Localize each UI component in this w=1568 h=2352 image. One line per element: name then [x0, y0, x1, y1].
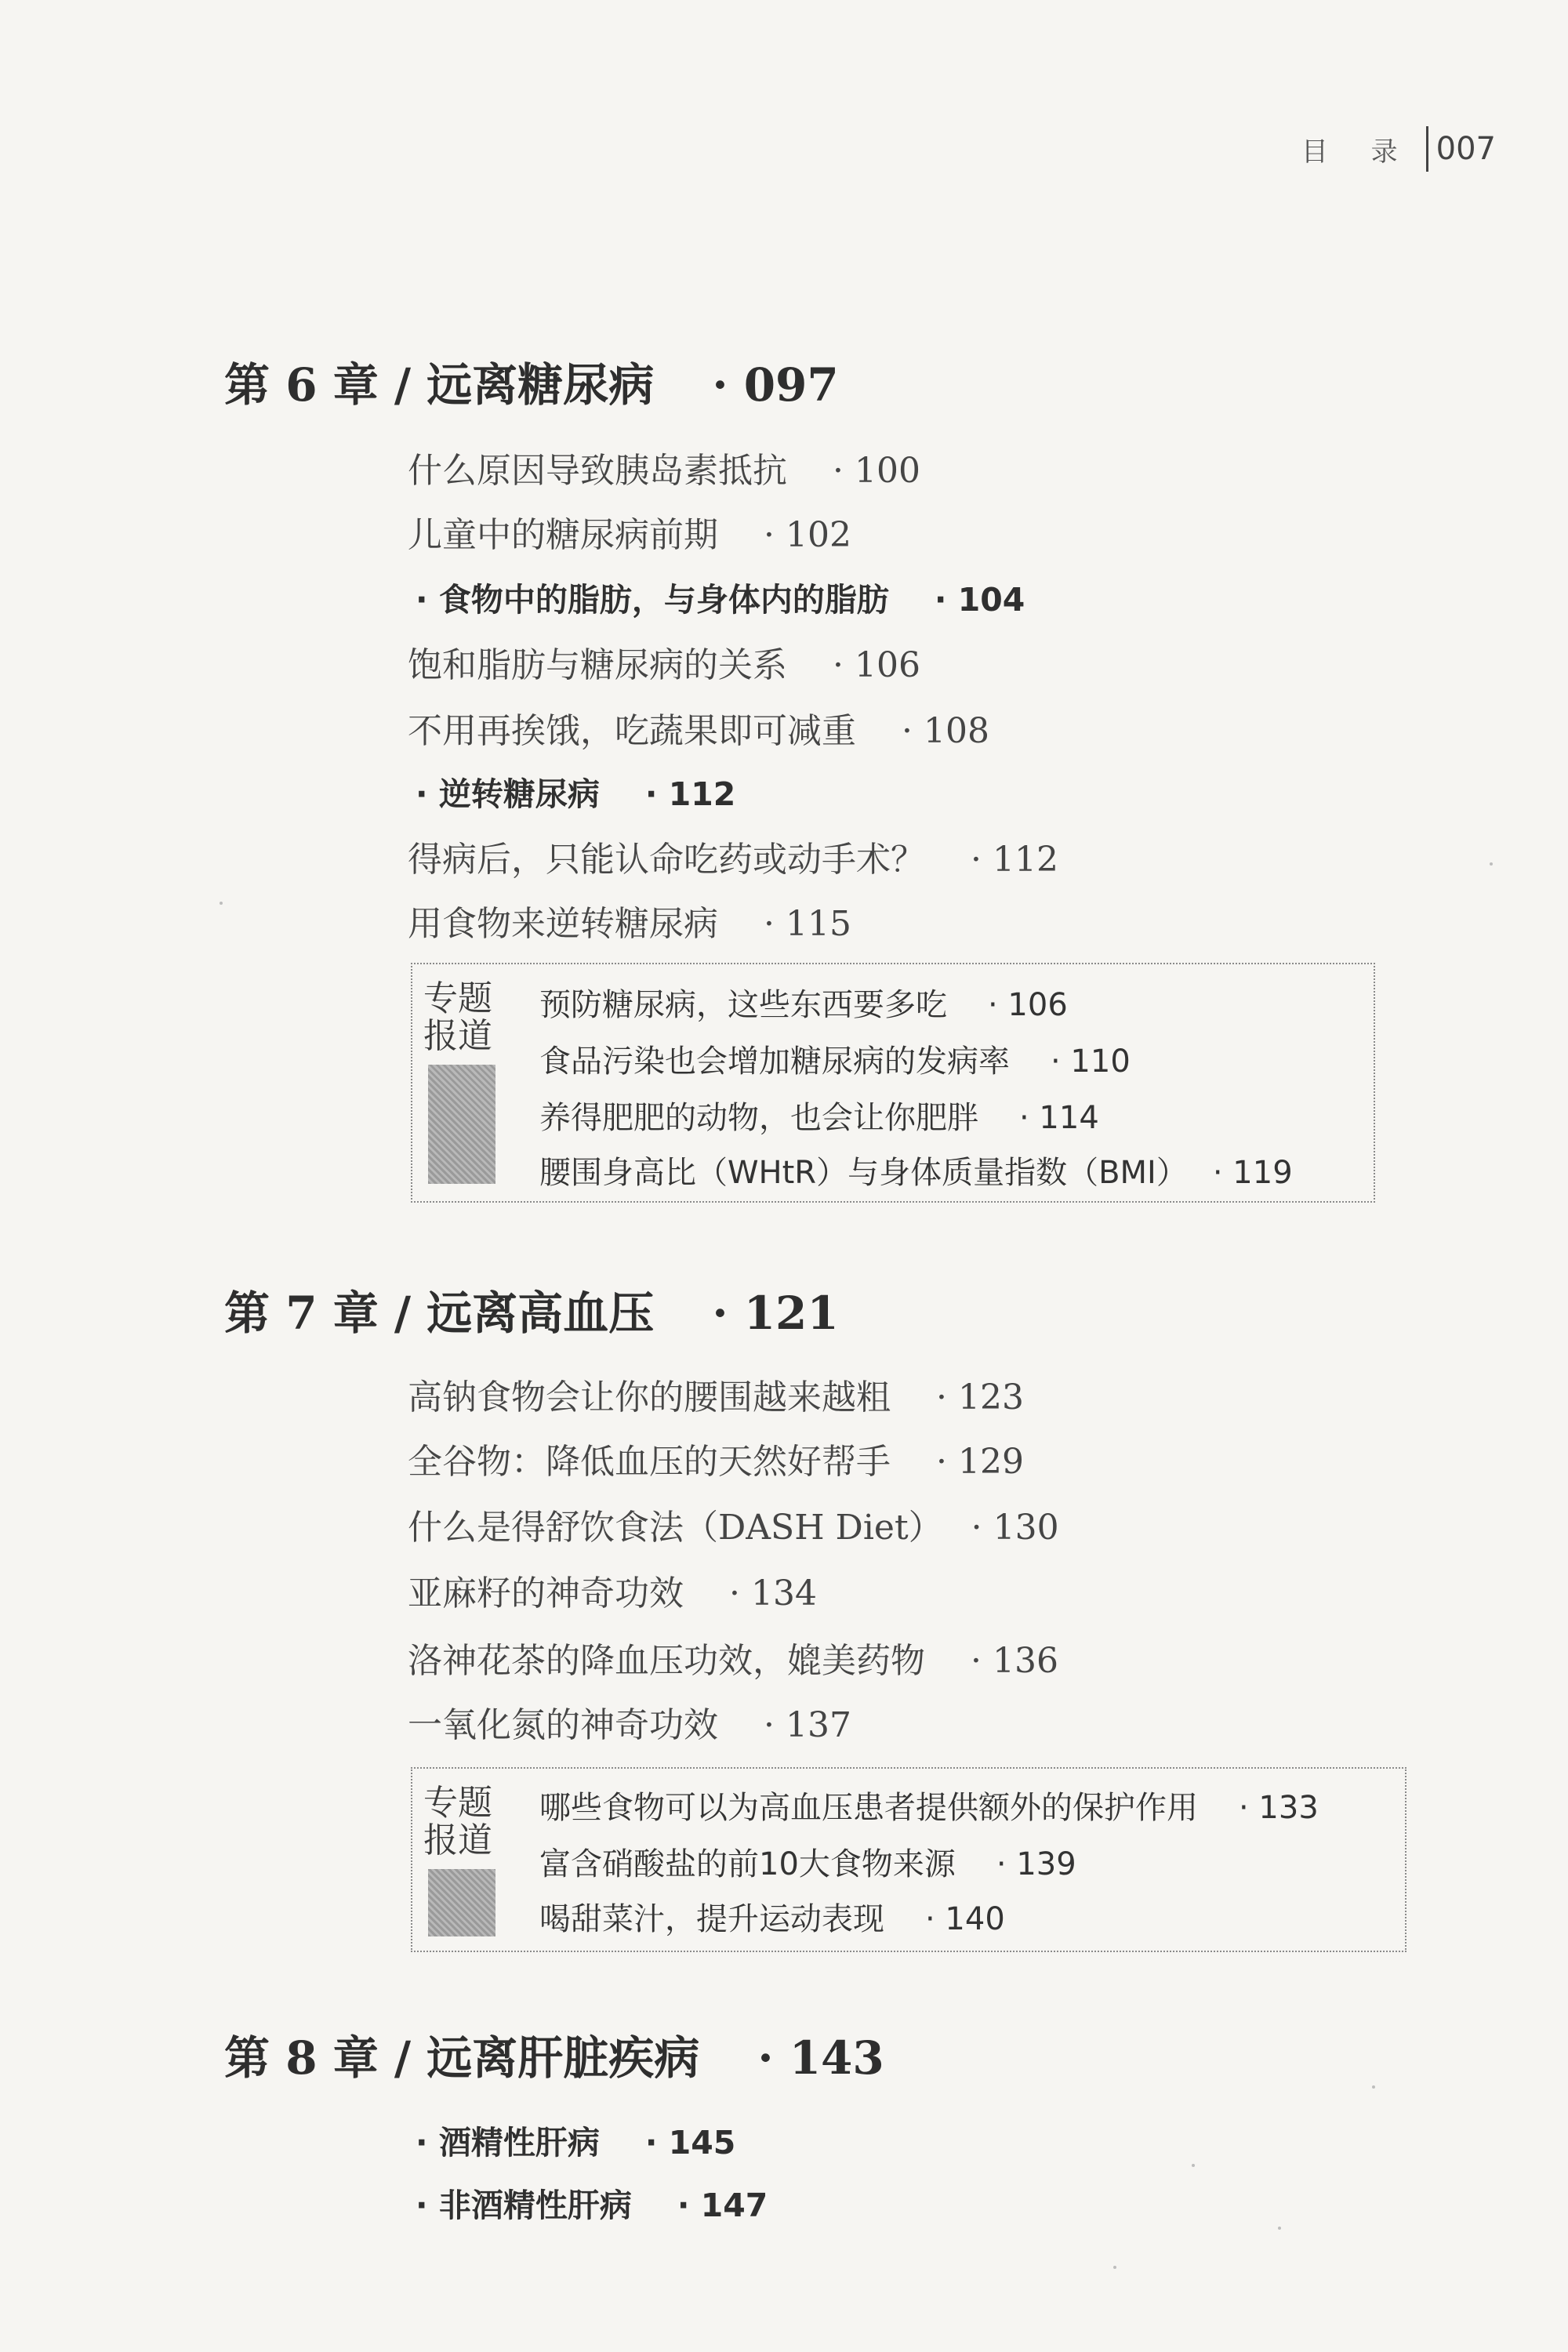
entry-title: 什么原因导致胰岛素抵抗	[408, 451, 787, 491]
toc-section-entry[interactable]	[416, 2117, 735, 2163]
report-entry[interactable]	[539, 1036, 1131, 1081]
scan-speck	[1372, 2085, 1375, 2089]
scan-speck	[1192, 2164, 1195, 2167]
report-entry[interactable]	[539, 1839, 1076, 1884]
chapter-page: · 097	[712, 358, 839, 412]
entry-title: 食品污染也会增加糖尿病的发病率	[539, 1044, 1010, 1080]
entry-title: 预防糖尿病，这些东西要多吃	[539, 987, 947, 1023]
entry-page: · 123	[936, 1377, 1024, 1417]
entry-title: 腰围身高比（WHtR）与身体质量指数（BMI）	[539, 1155, 1172, 1191]
special-report-box	[411, 1767, 1406, 1952]
header-label: 目 录	[1301, 136, 1415, 168]
entry-title: 亚麻籽的神奇功效	[408, 1573, 684, 1613]
entry-title: 富含硝酸盐的前10大食物来源	[539, 1846, 956, 1882]
entry-page: · 137	[764, 1705, 851, 1745]
toc-entry[interactable]	[408, 702, 989, 753]
entry-page: · 133	[1239, 1790, 1319, 1826]
entry-title: 一氧化氮的神奇功效	[408, 1705, 718, 1745]
scan-speck	[220, 902, 223, 905]
chapter-8-heading[interactable]	[224, 2021, 884, 2087]
running-header	[1301, 125, 1496, 172]
toc-entry[interactable]	[408, 506, 851, 557]
toc-entry[interactable]	[408, 637, 920, 687]
toc-entry[interactable]	[408, 895, 851, 946]
toc-section-entry[interactable]	[416, 2180, 768, 2226]
chapter-6-heading[interactable]	[224, 348, 839, 414]
toc-entry[interactable]	[408, 1632, 1058, 1682]
tag-line: 报道	[423, 1016, 492, 1056]
toc-section-entry[interactable]	[416, 574, 1025, 620]
toc-entry[interactable]	[408, 1369, 1024, 1419]
tag-line: 专题	[423, 978, 492, 1018]
entry-page: · 100	[833, 451, 920, 491]
report-entry[interactable]	[539, 980, 1068, 1025]
report-entry[interactable]	[539, 1148, 1293, 1192]
tag-line: 专题	[423, 1783, 492, 1823]
chapter-title: 第 8 章 / 远离肝脏疾病	[224, 2031, 700, 2085]
toc-entry[interactable]	[408, 442, 920, 492]
entry-title: 儿童中的糖尿病前期	[408, 515, 718, 555]
chapter-7-heading[interactable]	[224, 1276, 839, 1342]
entry-page: · 140	[925, 1901, 1005, 1937]
toc-entry[interactable]	[408, 831, 1058, 881]
scan-speck	[1490, 862, 1493, 866]
toc-entry[interactable]	[408, 1697, 851, 1747]
entry-page: · 112	[644, 775, 736, 813]
entry-page: · 112	[971, 840, 1058, 880]
entry-title: 得病后，只能认命吃药或动手术？	[408, 840, 925, 880]
entry-page: · 106	[988, 987, 1068, 1023]
entry-page: · 145	[644, 2124, 736, 2161]
entry-title: 什么是得舒饮食法（DASH Diet）	[408, 1508, 926, 1548]
toc-entry[interactable]	[408, 1565, 817, 1615]
entry-page: · 106	[833, 645, 920, 685]
entry-page: · 104	[934, 581, 1025, 619]
entry-title: 全谷物：降低血压的天然好帮手	[408, 1442, 891, 1482]
special-report-box	[411, 963, 1375, 1203]
chapter-title: 第 6 章 / 远离糖尿病	[224, 358, 655, 412]
entry-title: 高钠食物会让你的腰围越来越粗	[408, 1377, 891, 1417]
toc-entry[interactable]	[408, 1433, 1024, 1483]
report-entry[interactable]	[539, 1783, 1319, 1828]
entry-title: 养得肥肥的动物，也会让你肥胖	[539, 1100, 978, 1136]
report-entry[interactable]	[539, 1093, 1099, 1138]
scan-speck	[1113, 2266, 1116, 2269]
entry-page: · 115	[764, 904, 851, 944]
entry-page: · 110	[1051, 1044, 1131, 1080]
tag-shaded-bar	[428, 1065, 495, 1184]
entry-page: · 129	[936, 1442, 1024, 1482]
entry-title: 哪些食物可以为高血压患者提供额外的保护作用	[539, 1790, 1198, 1826]
entry-page: · 134	[729, 1573, 817, 1613]
entry-title: 用食物来逆转糖尿病	[408, 904, 718, 944]
entry-page: · 108	[902, 711, 989, 751]
entry-page: · 119	[1212, 1155, 1293, 1191]
entry-title: · 食物中的脂肪，与身体内的脂肪	[416, 581, 889, 619]
header-page-number: 007	[1436, 131, 1496, 167]
tag-shaded-bar	[428, 1869, 495, 1936]
report-entry[interactable]	[539, 1894, 1005, 1939]
entry-title: · 酒精性肝病	[416, 2124, 600, 2161]
entry-page: · 130	[971, 1508, 1059, 1548]
header-divider	[1426, 126, 1428, 172]
scan-speck	[1278, 2227, 1281, 2230]
chapter-title: 第 7 章 / 远离高血压	[224, 1287, 655, 1340]
chapter-page: · 143	[757, 2031, 884, 2085]
entry-page: · 102	[764, 515, 851, 555]
entry-title: · 逆转糖尿病	[416, 775, 600, 813]
entry-title: 饱和脂肪与糖尿病的关系	[408, 645, 787, 685]
special-report-tag	[423, 1784, 502, 1860]
entry-title: 洛神花茶的降血压功效，媲美药物	[408, 1641, 925, 1681]
chapter-page: · 121	[712, 1287, 839, 1340]
entry-title: · 非酒精性肝病	[416, 2187, 632, 2224]
entry-page: · 147	[677, 2187, 768, 2224]
toc-section-entry[interactable]	[416, 768, 735, 815]
entry-page: · 114	[1019, 1100, 1099, 1136]
tag-line: 报道	[423, 1820, 492, 1860]
entry-title: 不用再挨饿，吃蔬果即可减重	[408, 711, 856, 751]
toc-entry[interactable]	[408, 1499, 1059, 1549]
entry-title: 喝甜菜汁，提升运动表现	[539, 1901, 884, 1937]
entry-page: · 139	[996, 1846, 1076, 1882]
entry-page: · 136	[971, 1641, 1058, 1681]
special-report-tag	[423, 980, 502, 1055]
